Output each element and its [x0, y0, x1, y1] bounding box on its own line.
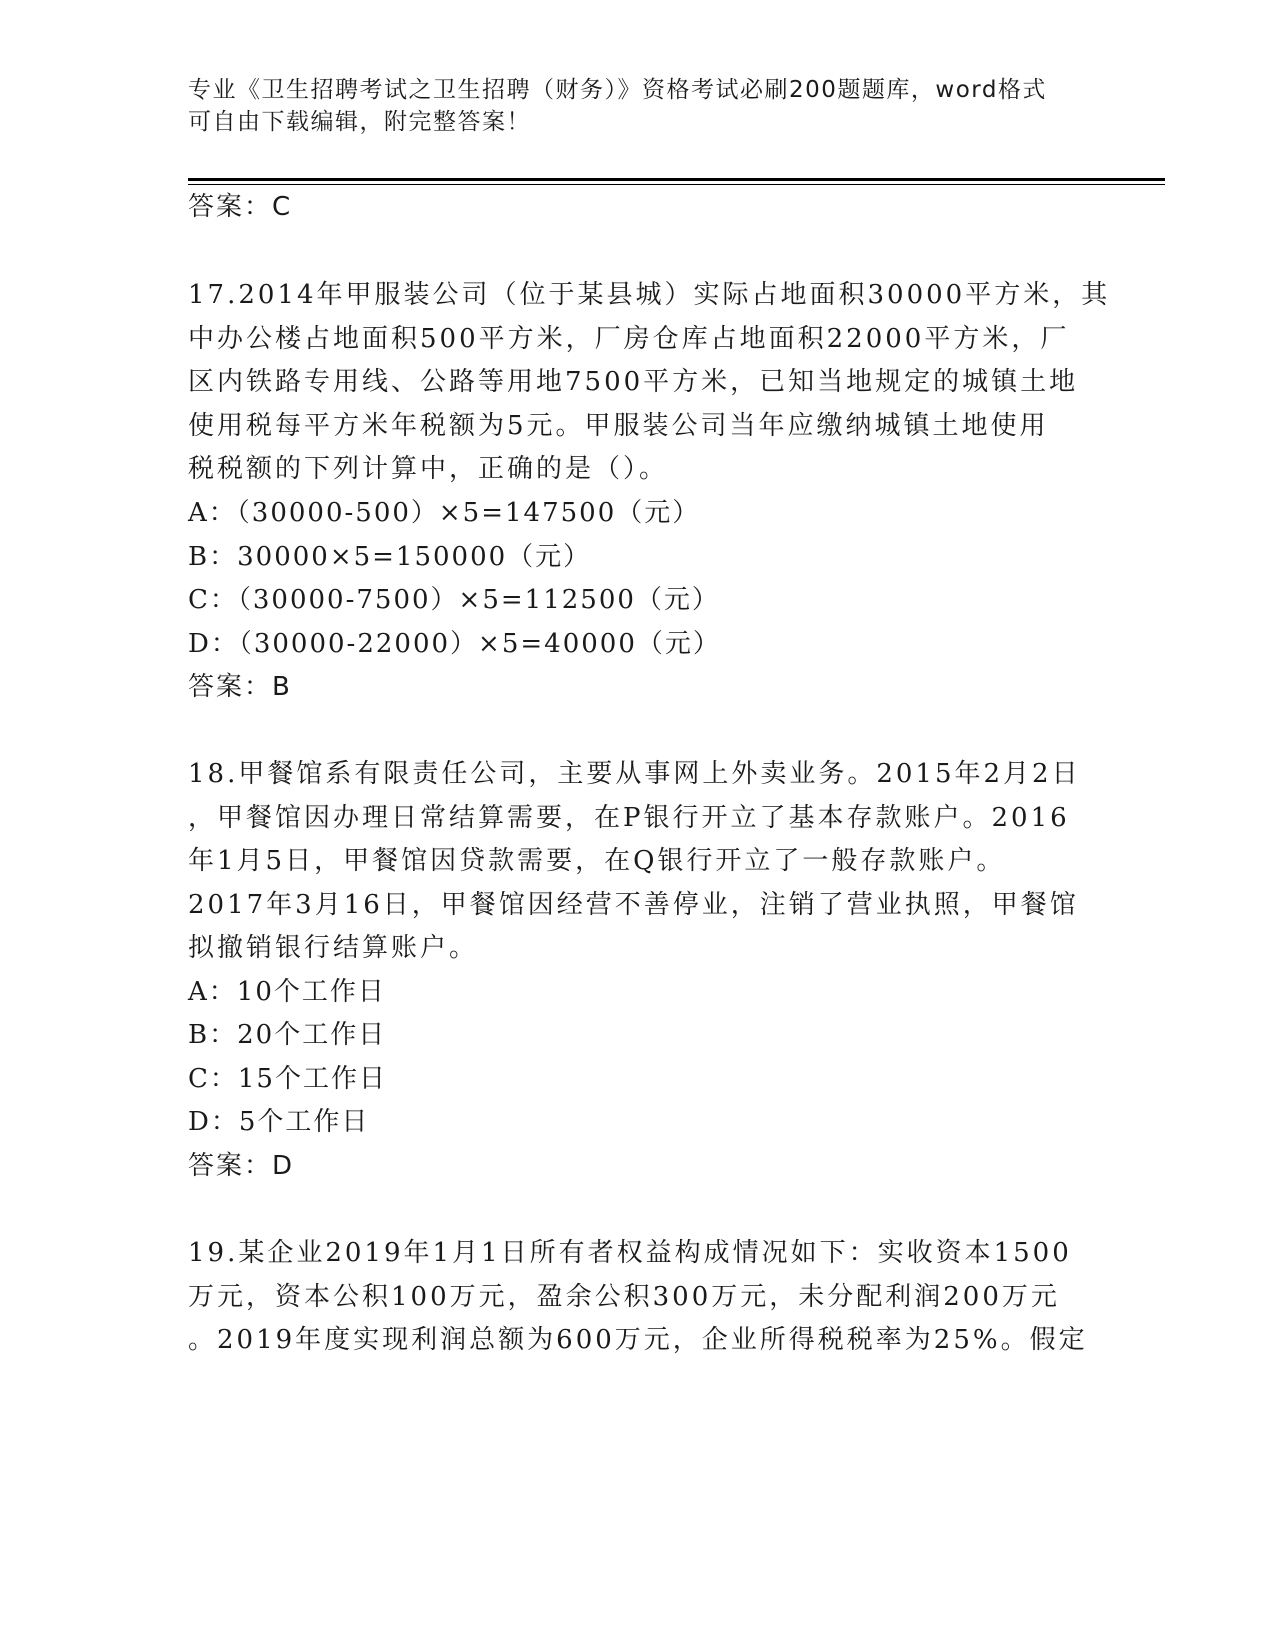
question-17-line-1: 17.2014年甲服装公司（位于某县城）实际占地面积30000平方米，其	[188, 280, 1111, 310]
header-rule-thick	[188, 178, 1165, 181]
question-17-line-4: 使用税每平方米年税额为5元。甲服装公司当年应缴纳城镇土地使用	[188, 411, 1049, 441]
question-18-line-1: 18.甲餐馆系有限责任公司，主要从事网上外卖业务。2015年2月2日	[188, 759, 1081, 789]
question-18-line-4: 2017年3月16日，甲餐馆因经营不善停业，注销了营业执照，甲餐馆	[188, 890, 1079, 920]
header-rule-thin	[188, 184, 1165, 185]
question-18-line-5: 拟撤销银行结算账户。	[188, 933, 479, 963]
question-19-line-1: 19.某企业2019年1月1日所有者权益构成情况如下：实收资本1500	[188, 1238, 1072, 1268]
question-18-option-c: C：15个工作日	[188, 1064, 387, 1094]
question-18-option-a: A：10个工作日	[188, 977, 386, 1007]
question-19-line-2: 万元，资本公积100万元，盈余公积300万元，未分配利润200万元	[188, 1282, 1060, 1312]
question-17-option-a: A：（30000-500）×5=147500（元）	[188, 498, 701, 528]
answer-16: 答案：C	[188, 192, 293, 222]
question-19-line-3: 。2019年度实现利润总额为600万元，企业所得税税率为25%。假定	[188, 1325, 1088, 1355]
question-17-option-b: B：30000×5=150000（元）	[188, 542, 592, 572]
document-header	[188, 74, 1088, 138]
question-17-line-3: 区内铁路专用线、公路等用地7500平方米，已知当地规定的城镇土地	[188, 367, 1079, 397]
question-18-line-3: 年1月5日，甲餐馆因贷款需要，在Q银行开立了一般存款账户。	[188, 846, 1006, 876]
question-18-line-2: ，甲餐馆因办理日常结算需要，在P银行开立了基本存款账户。2016	[188, 803, 1070, 833]
header-line-1: 专业《卫生招聘考试之卫生招聘（财务）》资格考试必刷200题题库，word格式	[188, 77, 1047, 103]
question-17-option-d: D：（30000-22000）×5=40000（元）	[188, 629, 721, 659]
header-line-2: 可自由下载编辑，附完整答案！	[188, 109, 531, 135]
question-18-option-b: B：20个工作日	[188, 1020, 387, 1050]
question-17-option-c: C：（30000-7500）×5=112500（元）	[188, 585, 720, 615]
question-18-option-d: D：5个工作日	[188, 1107, 370, 1137]
question-17-line-5: 税税额的下列计算中，正确的是（）。	[188, 454, 669, 484]
answer-18: 答案：D	[188, 1151, 295, 1181]
question-17-line-2: 中办公楼占地面积500平方米，厂房仓库占地面积22000平方米，厂	[188, 324, 1070, 354]
answer-17: 答案：B	[188, 672, 292, 702]
